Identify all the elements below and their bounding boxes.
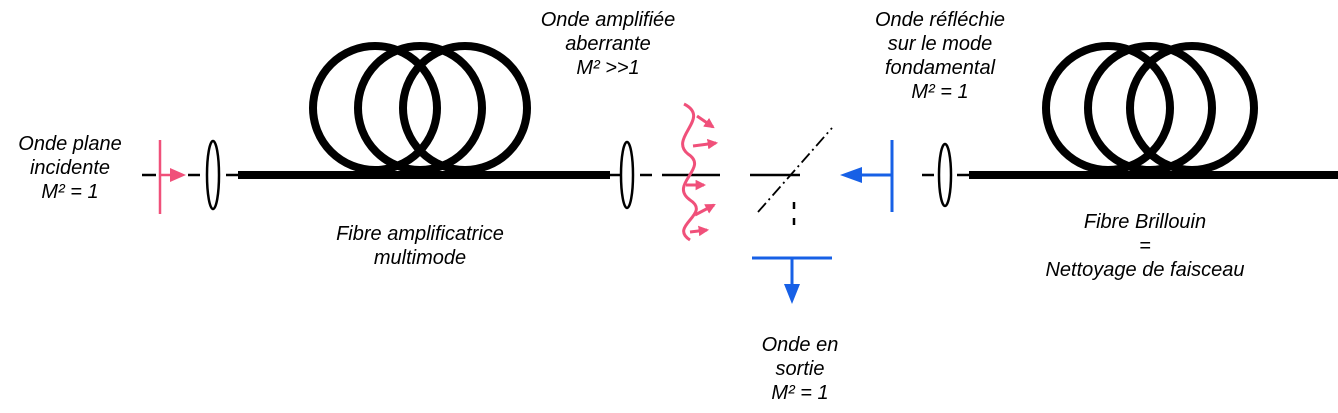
- aberrant-ray-5: [690, 230, 707, 232]
- amplifier-fiber-label: [290, 222, 550, 270]
- reflected-label-line-1: Onde réfléchie: [874, 9, 1006, 31]
- amplified-label-line-2: aberrante: [565, 33, 651, 55]
- aberrant-wavefront-curve: [683, 104, 697, 240]
- reflected-label-line-2: sur le mode: [887, 33, 993, 55]
- reflected-label-line-3: fondamental: [884, 57, 996, 79]
- amp-fiber-label-line-2: multimode: [373, 247, 467, 269]
- brillouin-fiber-label: [1000, 210, 1290, 282]
- output-wave-label: [725, 333, 875, 405]
- incident-label-line-3: M² = 1: [41, 181, 99, 203]
- brillouin-lens: [939, 144, 951, 206]
- incident-wave-label: [0, 132, 140, 204]
- beam-splitter: [758, 128, 832, 212]
- aberrant-ray-2: [693, 143, 716, 146]
- incident-label-line-2: incidente: [29, 157, 111, 179]
- output-label-line-1: Onde en: [761, 334, 839, 356]
- output-lens-amplifier: [621, 142, 633, 208]
- amp-fiber-label-line-1: Fibre amplificatrice: [336, 223, 504, 245]
- incident-label-line-1: Onde plane: [18, 133, 122, 155]
- aberrant-ray-1: [697, 116, 713, 127]
- brillouin-label-line-1: Fibre Brillouin: [1083, 211, 1207, 233]
- input-lens: [207, 141, 219, 209]
- reflected-arrow-head: [840, 167, 862, 183]
- reflected-wave-label: [845, 8, 1035, 104]
- output-arrow-head: [784, 284, 800, 304]
- brillouin-label-line-3: Nettoyage de faisceau: [1045, 259, 1245, 281]
- output-label-line-3: M² = 1: [771, 382, 829, 404]
- aberrant-ray-4: [695, 205, 714, 215]
- amplified-label-line-3: M² >>1: [576, 57, 640, 79]
- amplified-label-line-1: Onde amplifiée: [540, 9, 676, 31]
- incident-arrow-head: [170, 168, 186, 182]
- reflected-label-line-4: M² = 1: [911, 81, 969, 103]
- amplified-wave-label: [508, 8, 708, 80]
- brillouin-label-line-2: =: [1139, 235, 1151, 257]
- output-label-line-2: sortie: [775, 358, 825, 380]
- aberrant-wavefront: [683, 104, 716, 240]
